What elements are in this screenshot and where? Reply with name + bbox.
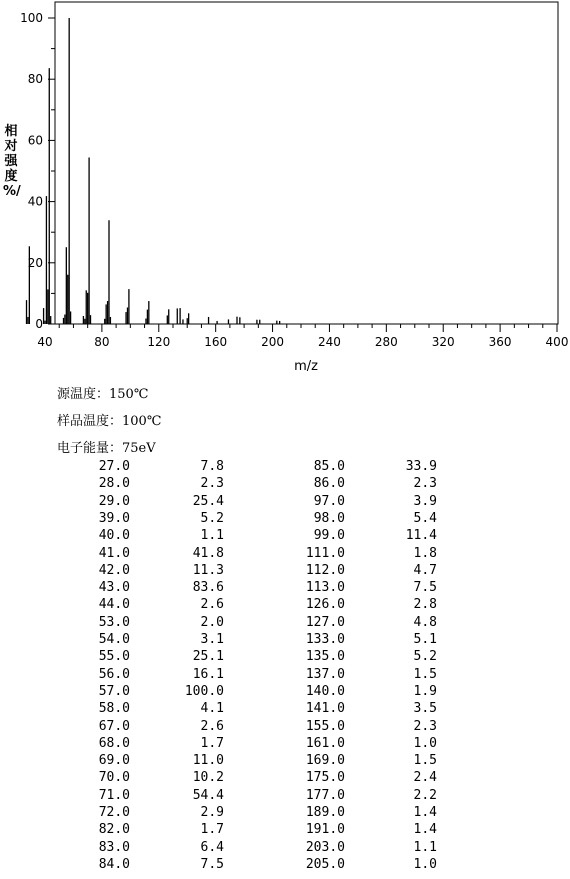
table-row [0,770,570,787]
y-axis-label: 相对强度 %/ [3,124,21,199]
intensity-left: 7.8 [200,459,224,474]
intensity-right: 5.4 [413,510,437,526]
mz-right: 137.0 [305,666,345,682]
table-row [0,511,570,528]
intensity-left: 6.4 [200,839,224,855]
intensity-left: 10.2 [192,770,224,786]
intensity-right: 4.8 [413,614,437,630]
mz-right: 126.0 [305,597,345,613]
mz-right: 175.0 [305,770,345,786]
intensity-right: 7.5 [413,580,437,596]
table-row [0,476,570,493]
intensity-right: 3.9 [413,493,437,509]
y-tick-label: 0 [35,317,43,331]
mz-left: 39.0 [98,510,130,526]
mz-left: 43.0 [98,580,130,596]
intensity-right: 2.3 [413,476,437,492]
y-tick-label: 40 [27,194,43,209]
table-row [0,667,570,684]
mz-right: 133.0 [305,632,345,647]
mz-left: 54.0 [98,632,130,647]
intensity-left: 2.6 [200,718,224,734]
mz-right: 161.0 [305,735,345,751]
intensity-left: 1.7 [200,735,224,751]
table-row [0,546,570,563]
intensity-left: 2.9 [200,805,224,820]
intensity-left: 11.0 [192,753,224,769]
intensity-left: 1.1 [200,528,224,544]
mz-left: 70.0 [98,770,130,786]
mz-right: 189.0 [305,805,345,820]
intensity-right: 1.5 [413,666,437,682]
x-tick-label: 120 [147,335,171,349]
intensity-right: 5.1 [413,632,437,647]
intensity-left: 83.6 [192,580,224,596]
intensity-right: 1.1 [413,839,437,855]
intensity-right: 1.5 [413,753,437,769]
table-row [0,649,570,666]
mz-left: 71.0 [98,787,130,803]
mz-right: 203.0 [305,839,345,855]
x-tick-label: 280 [374,335,398,349]
table-row [0,736,570,753]
mz-right: 155.0 [305,718,345,734]
intensity-left: 2.6 [200,597,224,613]
mz-right: 98.0 [313,510,345,526]
x-tick-label: 160 [204,335,228,349]
table-row [0,840,570,857]
electron-energy: 电子能量：75eV [57,441,156,456]
source-temperature: 源温度：150℃ [57,387,149,402]
x-tick-label: 320 [431,335,455,349]
mz-left: 72.0 [98,805,130,820]
mz-left: 82.0 [98,822,130,838]
intensity-right: 3.5 [413,701,437,717]
intensity-right: 33.9 [405,459,437,474]
table-row [0,597,570,614]
table-row [0,753,570,770]
mz-left: 58.0 [98,701,130,717]
mz-left: 57.0 [98,683,130,699]
intensity-left: 25.4 [192,493,224,509]
intensity-left: 2.3 [200,476,224,492]
mz-left: 44.0 [98,597,130,613]
intensity-left: 16.1 [192,666,224,682]
intensity-right: 2.3 [413,718,437,734]
mz-left: 53.0 [98,614,130,630]
table-row [0,528,570,545]
mz-left: 40.0 [98,528,130,544]
x-tick-label: 400 [545,335,569,349]
mz-right: 112.0 [305,562,345,578]
mz-right: 191.0 [305,822,345,838]
intensity-left: 54.4 [192,787,224,803]
table-row [0,822,570,839]
mz-left: 42.0 [98,562,130,578]
table-row [0,459,570,476]
mz-left: 67.0 [98,718,130,734]
x-tick-label: 360 [488,335,512,349]
mz-right: 97.0 [313,493,345,509]
x-axis-label: m/z [294,359,318,374]
y-tick-label: 20 [27,255,43,270]
mz-left: 55.0 [98,649,130,665]
x-tick-label: 240 [317,335,341,349]
mz-left: 28.0 [98,476,130,492]
table-row [0,701,570,718]
intensity-right: 2.2 [413,787,437,803]
mz-left: 69.0 [98,753,130,769]
mass-spectrum-chart [0,0,570,380]
intensity-left: 2.0 [200,614,224,630]
table-row [0,580,570,597]
intensity-left: 25.1 [192,649,224,665]
mz-right: 99.0 [313,528,345,544]
intensity-left: 5.2 [200,510,224,526]
table-row [0,494,570,511]
plot-frame [55,2,558,324]
mz-right: 111.0 [305,545,345,561]
table-row [0,615,570,632]
mz-right: 141.0 [305,701,345,717]
intensity-left: 3.1 [200,632,224,647]
mz-left: 29.0 [98,493,130,509]
y-tick-label: 100 [20,11,43,25]
intensity-right: 5.2 [413,649,437,665]
mz-right: 127.0 [305,614,345,630]
intensity-right: 1.4 [413,805,437,820]
x-tick-label: 200 [261,335,285,349]
x-tick-label: 40 [37,335,53,349]
table-row [0,684,570,701]
mz-left: 68.0 [98,735,130,751]
table-row [0,719,570,736]
intensity-right: 1.8 [413,545,437,561]
mz-left: 84.0 [98,856,130,872]
intensity-left: 100.0 [184,683,224,699]
intensity-left: 1.7 [200,822,224,838]
y-tick-label: 60 [27,133,43,148]
intensity-left: 11.3 [192,562,224,578]
intensity-right: 11.4 [405,528,437,544]
table-row [0,632,570,649]
intensity-right: 1.0 [413,735,437,751]
x-tick-label: 80 [94,335,110,349]
intensity-right: 1.0 [413,856,437,872]
intensity-right: 2.8 [413,597,437,613]
mz-right: 140.0 [305,683,345,699]
table-row [0,788,570,805]
mz-right: 135.0 [305,649,345,665]
mz-right: 177.0 [305,787,345,803]
intensity-left: 4.1 [200,701,224,717]
mz-left: 41.0 [98,545,130,561]
mz-right: 85.0 [313,459,345,474]
intensity-right: 1.4 [413,822,437,838]
intensity-left: 7.5 [200,856,224,872]
mz-left: 27.0 [98,459,130,474]
intensity-right: 2.4 [413,770,437,786]
sample-temperature: 样品温度：100℃ [57,414,162,429]
table-row [0,857,570,874]
mz-right: 169.0 [305,753,345,769]
table-row [0,805,570,822]
intensity-right: 1.9 [413,683,437,699]
mz-left: 56.0 [98,666,130,682]
mz-right: 113.0 [305,580,345,596]
y-tick-label: 80 [27,72,43,87]
intensity-left: 41.8 [192,545,224,561]
mz-right: 205.0 [305,856,345,872]
mz-left: 83.0 [98,839,130,855]
table-row [0,563,570,580]
mz-right: 86.0 [313,476,345,492]
intensity-right: 4.7 [413,562,437,578]
